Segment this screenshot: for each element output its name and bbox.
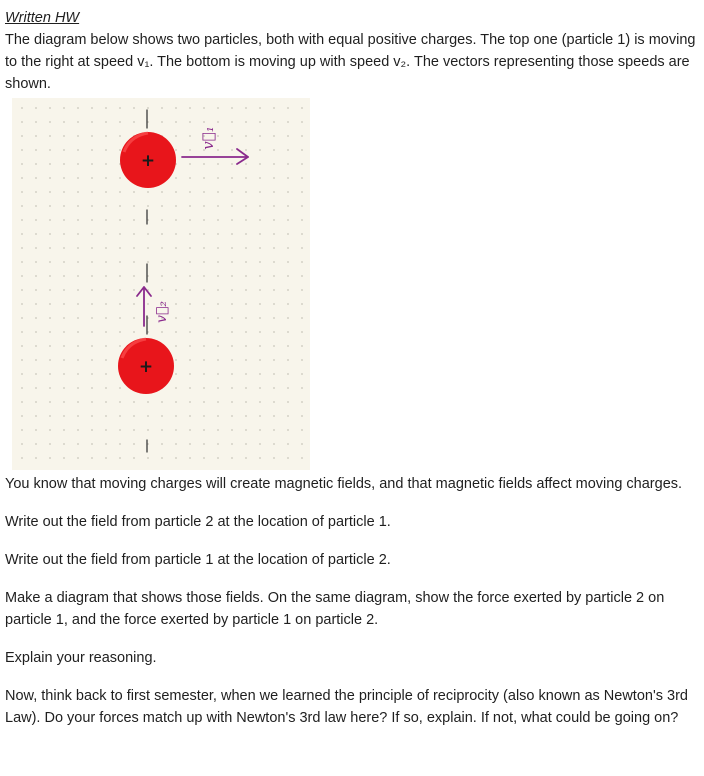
particle-2 [118,338,174,394]
homework-heading: Written HW [5,10,80,26]
particles-diagram-svg [12,98,310,470]
field-1-at-2-paragraph: Write out the field from particle 1 at the location of particle 2. [5,552,391,568]
particle-1 [120,132,176,188]
explain-paragraph: Explain your reasoning. [5,650,157,666]
moving-charges-paragraph: You know that moving charges will create magnetic fields, and that magnetic fields affect moving charges. [5,476,683,492]
vector-1 [182,126,248,164]
make-diagram-paragraph: Make a diagram that shows those fields. On the same diagram, show the force exerted by particle 2 on particle 1, and the force exerted by particle 1 on particle 2. [5,590,665,628]
particles-diagram [12,98,310,470]
vector-2-label: v⃗₂ [154,301,170,323]
particle-1-sign: + [140,151,156,171]
homework-document [5,7,697,729]
intro-paragraph: The diagram below shows two particles, both with equal positive charges. The top one (particle 1) is moving to the right at speed v₁. The bottom is moving up with speed v₂. The vectors representing those speeds are shown. [5,32,696,92]
vector-1-label: v⃗₁ [199,126,217,150]
vector-2 [137,287,170,326]
particle-2-sign: + [138,357,154,377]
field-2-at-1-paragraph: Write out the field from particle 2 at the location of particle 1. [5,514,391,530]
newton-paragraph: Now, think back to first semester, when we learned the principle of reciprocity (also known as Newton's 3rd Law). Do your forces match up with Newton's 3rd law here? If so, explain. If not, what could be going on? [5,688,688,726]
